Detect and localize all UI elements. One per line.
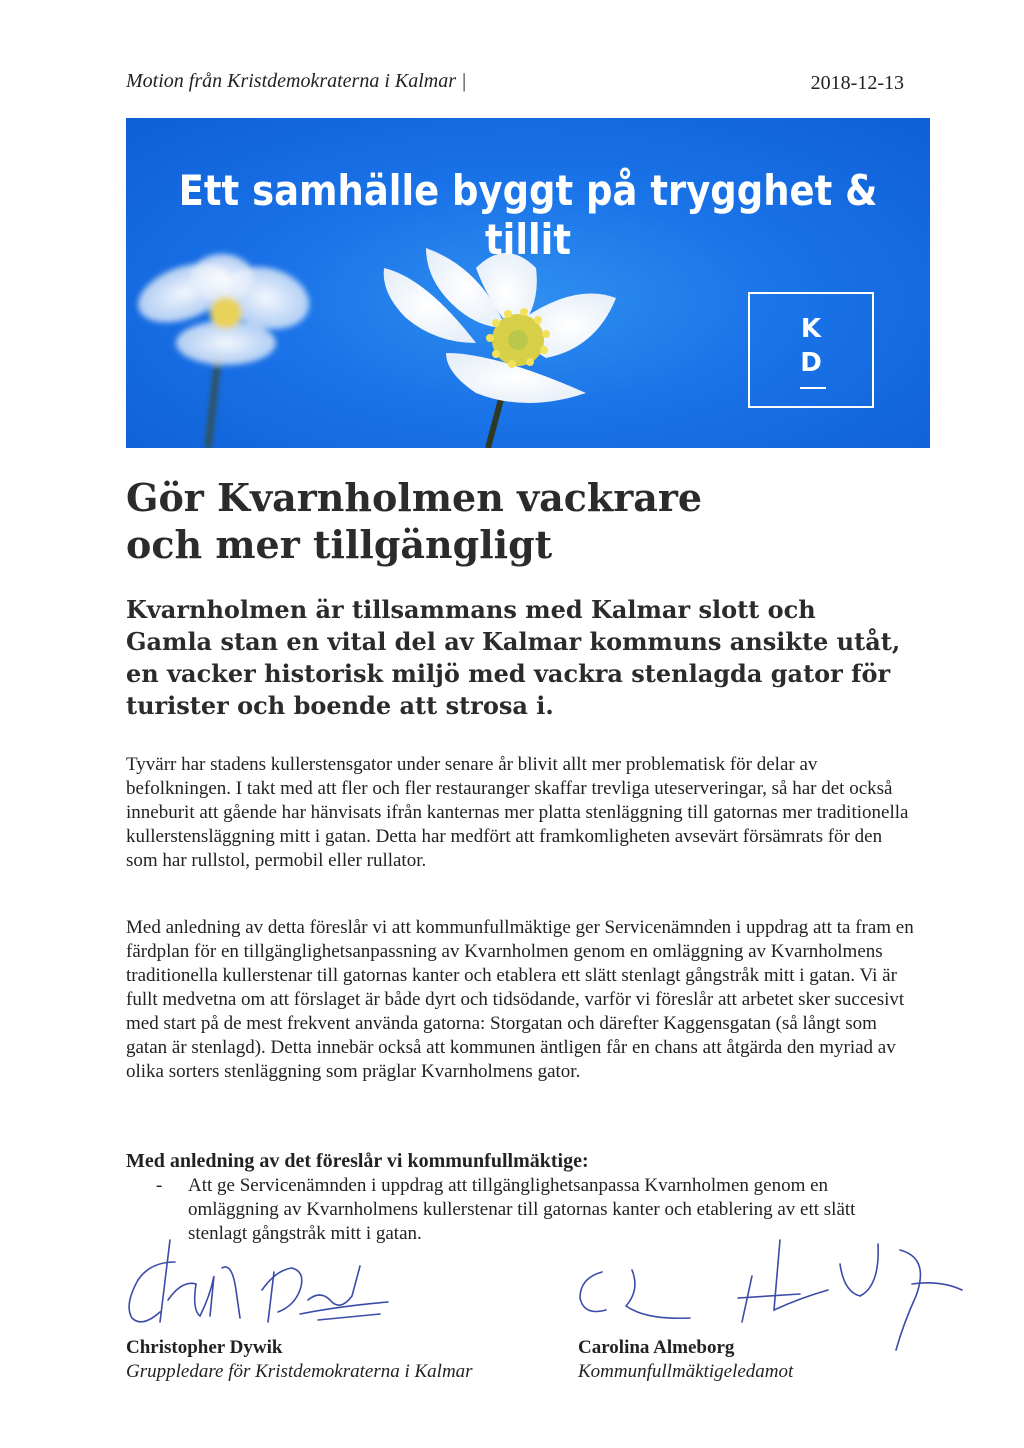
signer-christopher [126,1336,473,1384]
document-title-line1: Gör Kvarnholmen vackrare [126,475,703,520]
kd-logo-letter-d: D [800,348,822,378]
body-paragraph-1: Tyvärr har stadens kullerstensgator under senare år blivit allt mer problematisk för delar av befolkningen. I takt med att fler och fler restauranger skaffar trevliga uteserveringar, så har det också inneburit att gående har hänvisats ifrån kanternas mer platta stenläggning till gatornas mer traditionella kullerstensläggning mitt i gatan. Detta har medfört att framkomligheten avsevärt försämrats för den som har rullstol, permobil eller rullator. [126,754,909,871]
kd-logo-letter-k: K [800,314,822,344]
banner-title: Ett samhälle byggt på trygghet & tillit [178,166,878,264]
bullet-marker: - [156,1175,163,1196]
signer-role: Kommunfullmäktigeledamot [578,1361,794,1382]
signer-name: Christopher Dywik [126,1337,283,1358]
lead-paragraph: Kvarnholmen är tillsammans med Kalmar slott och Gamla stan en vital del av Kalmar kommuns ansikte utåt, en vacker historisk miljö med vackra stenlagda gator för turister och boende att strosa i. [126,595,901,720]
signer-role: Gruppledare för Kristdemokraterna i Kalmar [126,1361,473,1382]
signer-carolina [578,1336,793,1384]
proposal-heading: Med anledning av det föreslår vi kommunfullmäktige: [126,1150,589,1172]
proposal-item-text: Att ge Servicenämnden i uppdrag att tillgänglighetsanpassa Kvarnholmen genom en omläggning av Kvarnholmens kullerstenar till gatornas kanter och etablering av ett slätt stenlagt gångstråk mitt i gatan. [188,1175,856,1244]
signature-carolina-almeborg [580,1240,962,1350]
body-paragraph-2: Med anledning av detta föreslår vi att kommunfullmäktige ger Servicenämnden i uppdrag att ta fram en färdplan för en tillgänglighetsanpassning av Kvarnholmen genom en omläggning av Kvarnholmens traditionella kullerstenar till gatornas kanter och etablera ett slätt stenlagt gångstråk mitt i gatan. Vi är fullt medvetna om att förslaget är både dyrt och tidsödande, varför vi föreslår att arbetet sker succesivt med start på de mest frekvent använda gatorna: Storgatan och därefter Kaggensgatan (så långt som gatan är stenlagd). Detta innebär också att kommunen äntligen får en chans att åtgärda den myriad av olika sorters stenläggning som präglar Kvarnholmens gator. [126,917,914,1082]
header-date: 2018-12-13 [810,72,904,94]
signature-christopher-dywik [129,1240,388,1322]
header-motion-text: Motion från Kristdemokraterna i Kalmar | [126,70,467,92]
document-title-line2: och mer tillgängligt [126,522,553,567]
signer-name: Carolina Almeborg [578,1337,735,1358]
